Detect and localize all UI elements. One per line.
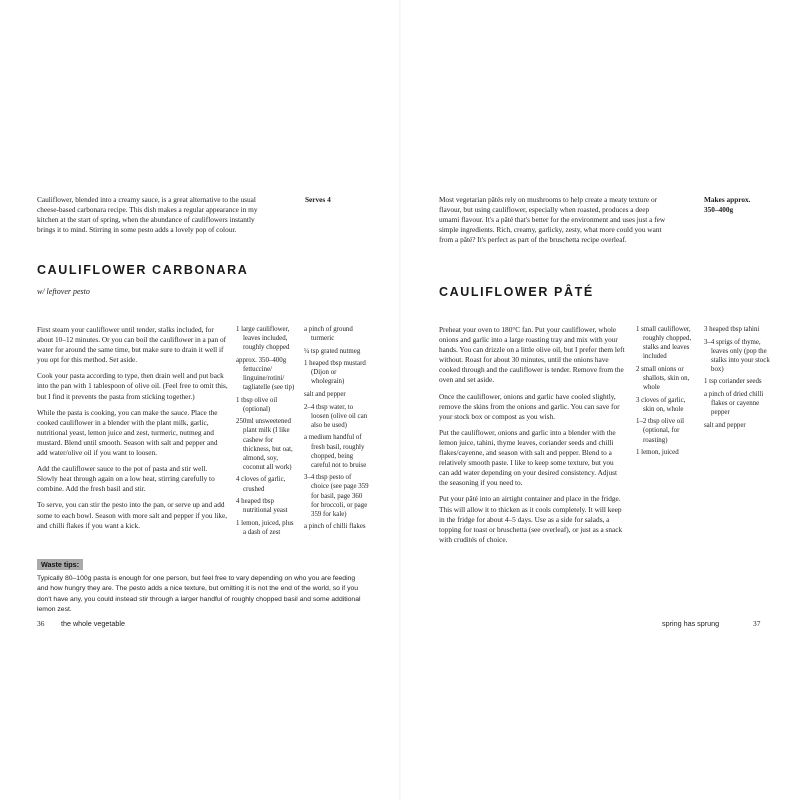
method-step: Preheat your oven to 180°C fan. Put your cauliflower, whole onions and garlic into a large roasting tray and mix with your hands. You can drizzle on a little olive oil, but I prefer them left without. Roast for about 30 minutes, until the onions have cooked through and the cauliflower is tender. Remove from the oven and set aside. xyxy=(439,325,625,385)
ingredient-item: 1 heaped tbsp mustard (Dijon or wholegrain) xyxy=(304,360,366,386)
method-step: Put your pâté into an airtight container and place in the fridge. This will allow it to thicken as it cools completely. It will keep in the fridge for about 4–5 days. Use as a side for salads, a topping for toast or bruschetta (see overleaf), or just as a snack with crudités of choice. xyxy=(439,494,623,544)
method-step: While the pasta is cooking, you can make the sauce. Place the cooked cauliflower in a blender with the plant milk, garlic, nutritional yeast, lemon juice and zest, turmeric, nutmeg and mustard. Blend until smooth. Season with salt and pepper and add water/olive oil if you want to loosen. xyxy=(37,407,218,458)
right-ingredients-col2 xyxy=(704,325,770,433)
right-method xyxy=(439,325,625,551)
right-page-number: 37 xyxy=(753,619,761,628)
ingredient-item: a pinch of chilli flakes xyxy=(304,523,366,531)
method-step: Put the cauliflower, onions and garlic into a blender with the lemon juice, tahini, thyme leaves, coriander seeds and chilli flakes/cayenne, and season with salt and pepper. Blend to a relatively smooth paste. I like to keep some texture, but you can add water depending on your desired consistency. Adjust the seasoning if you need to. xyxy=(439,427,618,488)
ingredient-item: 1 lemon, juiced xyxy=(636,449,679,457)
ingredient-item: 4 cloves of garlic, crushed xyxy=(236,476,286,493)
book-spine xyxy=(399,0,401,800)
method-step: Add the cauliflower sauce to the pot of pasta and stir well. Slowly heat through again on a low heat, stirring carefully to combine. Add the fresh basil and stir. xyxy=(37,464,215,494)
left-ingredients-col2 xyxy=(304,325,370,535)
right-ingredients-col1 xyxy=(636,325,696,461)
ingredient-item: 2–4 tbsp water, to loosen (olive oil can also be used) xyxy=(304,403,368,429)
ingredient-item: a medium handful of fresh basil, roughly chopped, being careful not to bruise xyxy=(304,434,367,469)
ingredient-item: 4 heaped tbsp nutritional yeast xyxy=(236,498,288,515)
method-step: Once the cauliflower, onions and garlic have cooled slightly, remove the skins from the onions and garlic. You can save for your stock box or compost as you wish. xyxy=(439,391,620,421)
ingredient-item: a pinch of ground turmeric xyxy=(304,326,353,343)
left-running-head: the whole vegetable xyxy=(61,619,125,628)
ingredient-item: approx. 350–400g fettuccine/ linguine/rotini/ tagliatelle (see tip) xyxy=(236,356,295,392)
ingredient-item: 3 heaped tbsp tahini xyxy=(704,326,760,333)
ingredient-item: 2 small onions or shallots, skin on, whole xyxy=(636,365,690,392)
makes-label: Makes approx. 350–400g xyxy=(704,195,751,214)
ingredient-item: 3–4 sprigs of thyme, leaves only (pop the stalks into your stock box) xyxy=(704,338,770,373)
left-recipe-subtitle: w/ leftover pesto xyxy=(37,287,90,296)
waste-tips-text: Typically 80–100g pasta is enough for one person, but feel free to vary depending on who you are feeding and how hungry they are. The pesto adds a nice texture, but omitting it is not the end of the world, so if you don't have any, you could instead stir through a larger handful of roughly chopped basil and some additional lemon zest. xyxy=(37,575,361,613)
waste-tips-label: Waste tips: xyxy=(37,559,83,570)
ingredient-item: salt and pepper xyxy=(304,391,346,399)
ingredient-item: 1 small cauliflower, roughly chopped, stalks and leaves included xyxy=(636,326,692,361)
right-recipe-title: CAULIFLOWER PÂTÉ xyxy=(439,285,594,299)
ingredient-item: 1 tbsp olive oil (optional) xyxy=(236,396,278,413)
ingredient-item: 1 large cauliflower, leaves included, roughly chopped xyxy=(236,326,290,352)
ingredient-item: 1 tsp coriander seeds xyxy=(704,378,762,386)
ingredient-item: 250ml unsweetened plant milk (I like cashew for thickness, but oat, almond, soy, coconut all work) xyxy=(236,418,293,471)
ingredient-item: ¼ tsp grated nutmeg xyxy=(304,347,361,355)
method-step: To serve, you can stir the pesto into the pan, or serve up and add some to each bowl. Season with more salt and pepper if you like, and chilli flakes if you want a kick. xyxy=(37,500,228,530)
serves-label: Serves 4 xyxy=(305,195,331,204)
ingredient-item: salt and pepper xyxy=(704,421,746,429)
right-running-head: spring has sprung xyxy=(662,619,720,628)
left-ingredients-col1 xyxy=(236,325,296,540)
left-recipe-title: CAULIFLOWER CARBONARA xyxy=(37,263,249,277)
ingredient-item: 1–2 tbsp olive oil (optional, for roasting) xyxy=(636,418,685,444)
left-method xyxy=(37,325,228,537)
left-intro: Cauliflower, blended into a creamy sauce, is a great alternative to the usual cheese-based carbonara recipe. This dish makes a regular appearance in my kitchen at the start of spring, when the abundance of cauliflowers instantly brings it to mind. Stirring in some pesto adds a lovely pop of colour. xyxy=(37,195,258,235)
right-intro: Most vegetarian pâtés rely on mushrooms to help create a meaty texture or flavour, but using cauliflower, especially when roasted, produces a deep umami flavour. It's a pâté that's better for the environment and uses just a few simple ingredients. Rich, creamy, garlicky, zesty, what more could you want from a pâté? It's perfect as part of the bruschetta recipe overleaf. xyxy=(439,195,666,245)
method-step: First steam your cauliflower until tender, stalks included, for about 10–12 minutes. Or you can boil the cauliflower in a pan of water for around the same time, but make sure to drain it well if you opt for this method. Set aside. xyxy=(37,325,227,365)
ingredient-item: 3–4 tbsp pesto of choice (see page 359 for basil, page 360 for broccoli, or page 359 for kale) xyxy=(304,474,369,518)
ingredient-item: 3 cloves of garlic, skin on, whole xyxy=(636,396,686,413)
ingredient-item: a pinch of dried chilli flakes or cayenne pepper xyxy=(704,391,764,417)
left-page-number: 36 xyxy=(37,619,45,628)
method-step: Cook your pasta according to type, then drain well and put back into the pan with 1 tablespoon of olive oil. (Feel free to omit this, but I find it prevents the pasta from sticking together.) xyxy=(37,371,228,401)
ingredient-item: 1 lemon, juiced, plus a dash of zest xyxy=(236,519,294,536)
